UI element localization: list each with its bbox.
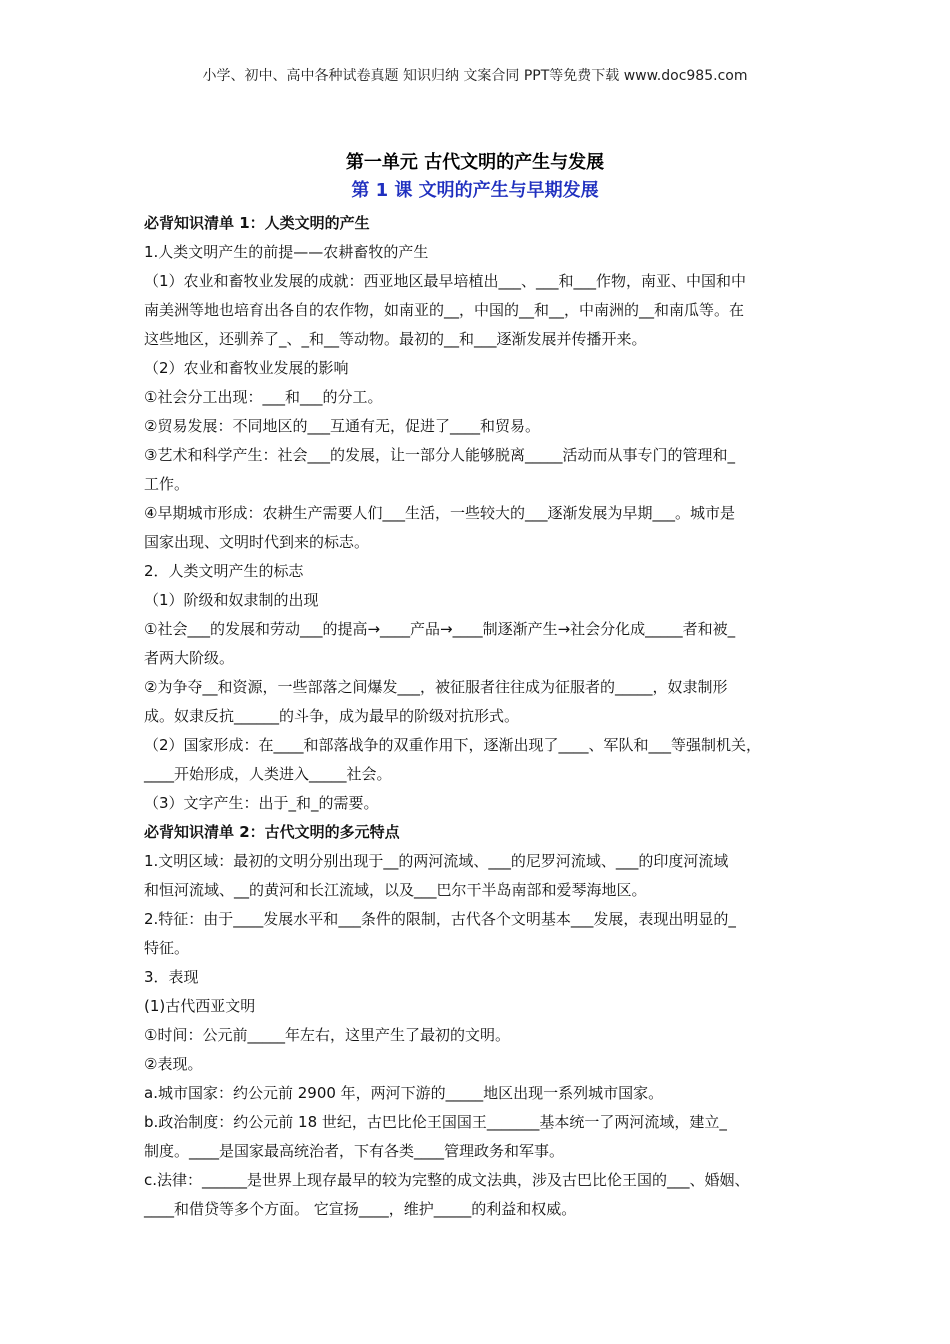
text-line: 国家出现、文明时代到来的标志。 [144, 533, 370, 551]
page-header: 小学、初中、高中各种试卷真题 知识归纳 文案合同 PPT等免费下载 www.doc985.com [202, 68, 748, 84]
section-heading: 必背知识清单 1：人类文明的产生 [144, 214, 370, 232]
text-line: ①社会分工出现：___和___的分工。 [144, 388, 383, 406]
text-line: ①社会___的发展和劳动___的提高→____产品→____制逐渐产生→社会分化成_____者和被_ [144, 620, 736, 638]
text-line: ②为争夺__和资源，一些部落之间爆发___，被征服者往往成为征服者的_____，奴隶制形 [144, 678, 728, 696]
text-line: 成。奴隶反抗______的斗争，成为最早的阶级对抗形式。 [144, 707, 520, 725]
text-line: 特征。 [144, 939, 190, 957]
text-line: ②表现。 [144, 1055, 203, 1073]
document-body [144, 209, 824, 1224]
text-line: b.政治制度：约公元前 18 世纪，古巴比伦王国国王_______基本统一了两河流域，建立_ [144, 1113, 727, 1131]
text-line: 南美洲等地也培育出各自的农作物，如南亚的__，中国的__和__，中南洲的__和南瓜等。在 [144, 301, 745, 319]
text-line: ____开始形成，人类进入_____社会。 [144, 765, 392, 783]
text-line: （1）阶级和奴隶制的出现 [144, 591, 319, 609]
text-line: 这些地区，还驯养了_、_和__等动物。最初的__和___逐渐发展并传播开来。 [144, 330, 647, 348]
text-line: 制度。____是国家最高统治者，下有各类____管理政务和军事。 [144, 1142, 565, 1160]
text-line: 者两大阶级。 [144, 649, 235, 667]
text-line: （2）国家形成：在____和部落战争的双重作用下，逐渐出现了____、军队和___等强制机关， [144, 736, 762, 754]
text-line: 2．人类文明产生的标志 [144, 562, 304, 580]
text-line: 1.人类文明产生的前提——农耕畜牧的产生 [144, 243, 429, 261]
text-line: 3．表现 [144, 968, 199, 986]
text-line: （3）文字产生：出于_和_的需要。 [144, 794, 379, 812]
text-line: ____和借贷等多个方面。 它宣扬____，维护_____的利益和权威。 [144, 1200, 577, 1218]
lesson-title: 第 1 课 文明的产生与早期发展 [351, 180, 599, 201]
text-line: 2.特征：由于____发展水平和___条件的限制，古代各个文明基本___发展，表现出明显的_ [144, 910, 736, 928]
text-line: 工作。 [144, 475, 190, 493]
title-block [0, 150, 950, 206]
text-line: （2）农业和畜牧业发展的影响 [144, 359, 349, 377]
text-line: ②贸易发展：不同地区的___互通有无，促进了____和贸易。 [144, 417, 540, 435]
text-line: 和恒河流域、__的黄河和长江流域，以及___巴尔干半岛南部和爱琴海地区。 [144, 881, 647, 899]
unit-title: 第一单元 古代文明的产生与发展 [345, 152, 605, 173]
text-line: 1.文明区域：最初的文明分别出现于__的两河流域、___的尼罗河流域、___的印度河流域 [144, 852, 729, 870]
text-line: ①时间：公元前_____年左右，这里产生了最初的文明。 [144, 1026, 510, 1044]
text-line: （1）农业和畜牧业发展的成就：西亚地区最早培植出___、___和___作物，南亚、中国和中 [144, 272, 747, 290]
text-line: c.法律：______是世界上现存最早的较为完整的成文法典，涉及古巴比伦王国的___、婚姻、 [144, 1171, 750, 1189]
text-line: a.城市国家：约公元前 2900 年，两河下游的_____地区出现一系列城市国家。 [144, 1084, 664, 1102]
section-heading: 必背知识清单 2：古代文明的多元特点 [144, 823, 400, 841]
text-line: ④早期城市形成：农耕生产需要人们___生活，一些较大的___逐渐发展为早期___。城市是 [144, 504, 735, 522]
text-line: ③艺术和科学产生：社会___的发展，让一部分人能够脱离_____活动而从事专门的管理和_ [144, 446, 735, 464]
text-line: (1)古代西亚文明 [144, 997, 256, 1015]
